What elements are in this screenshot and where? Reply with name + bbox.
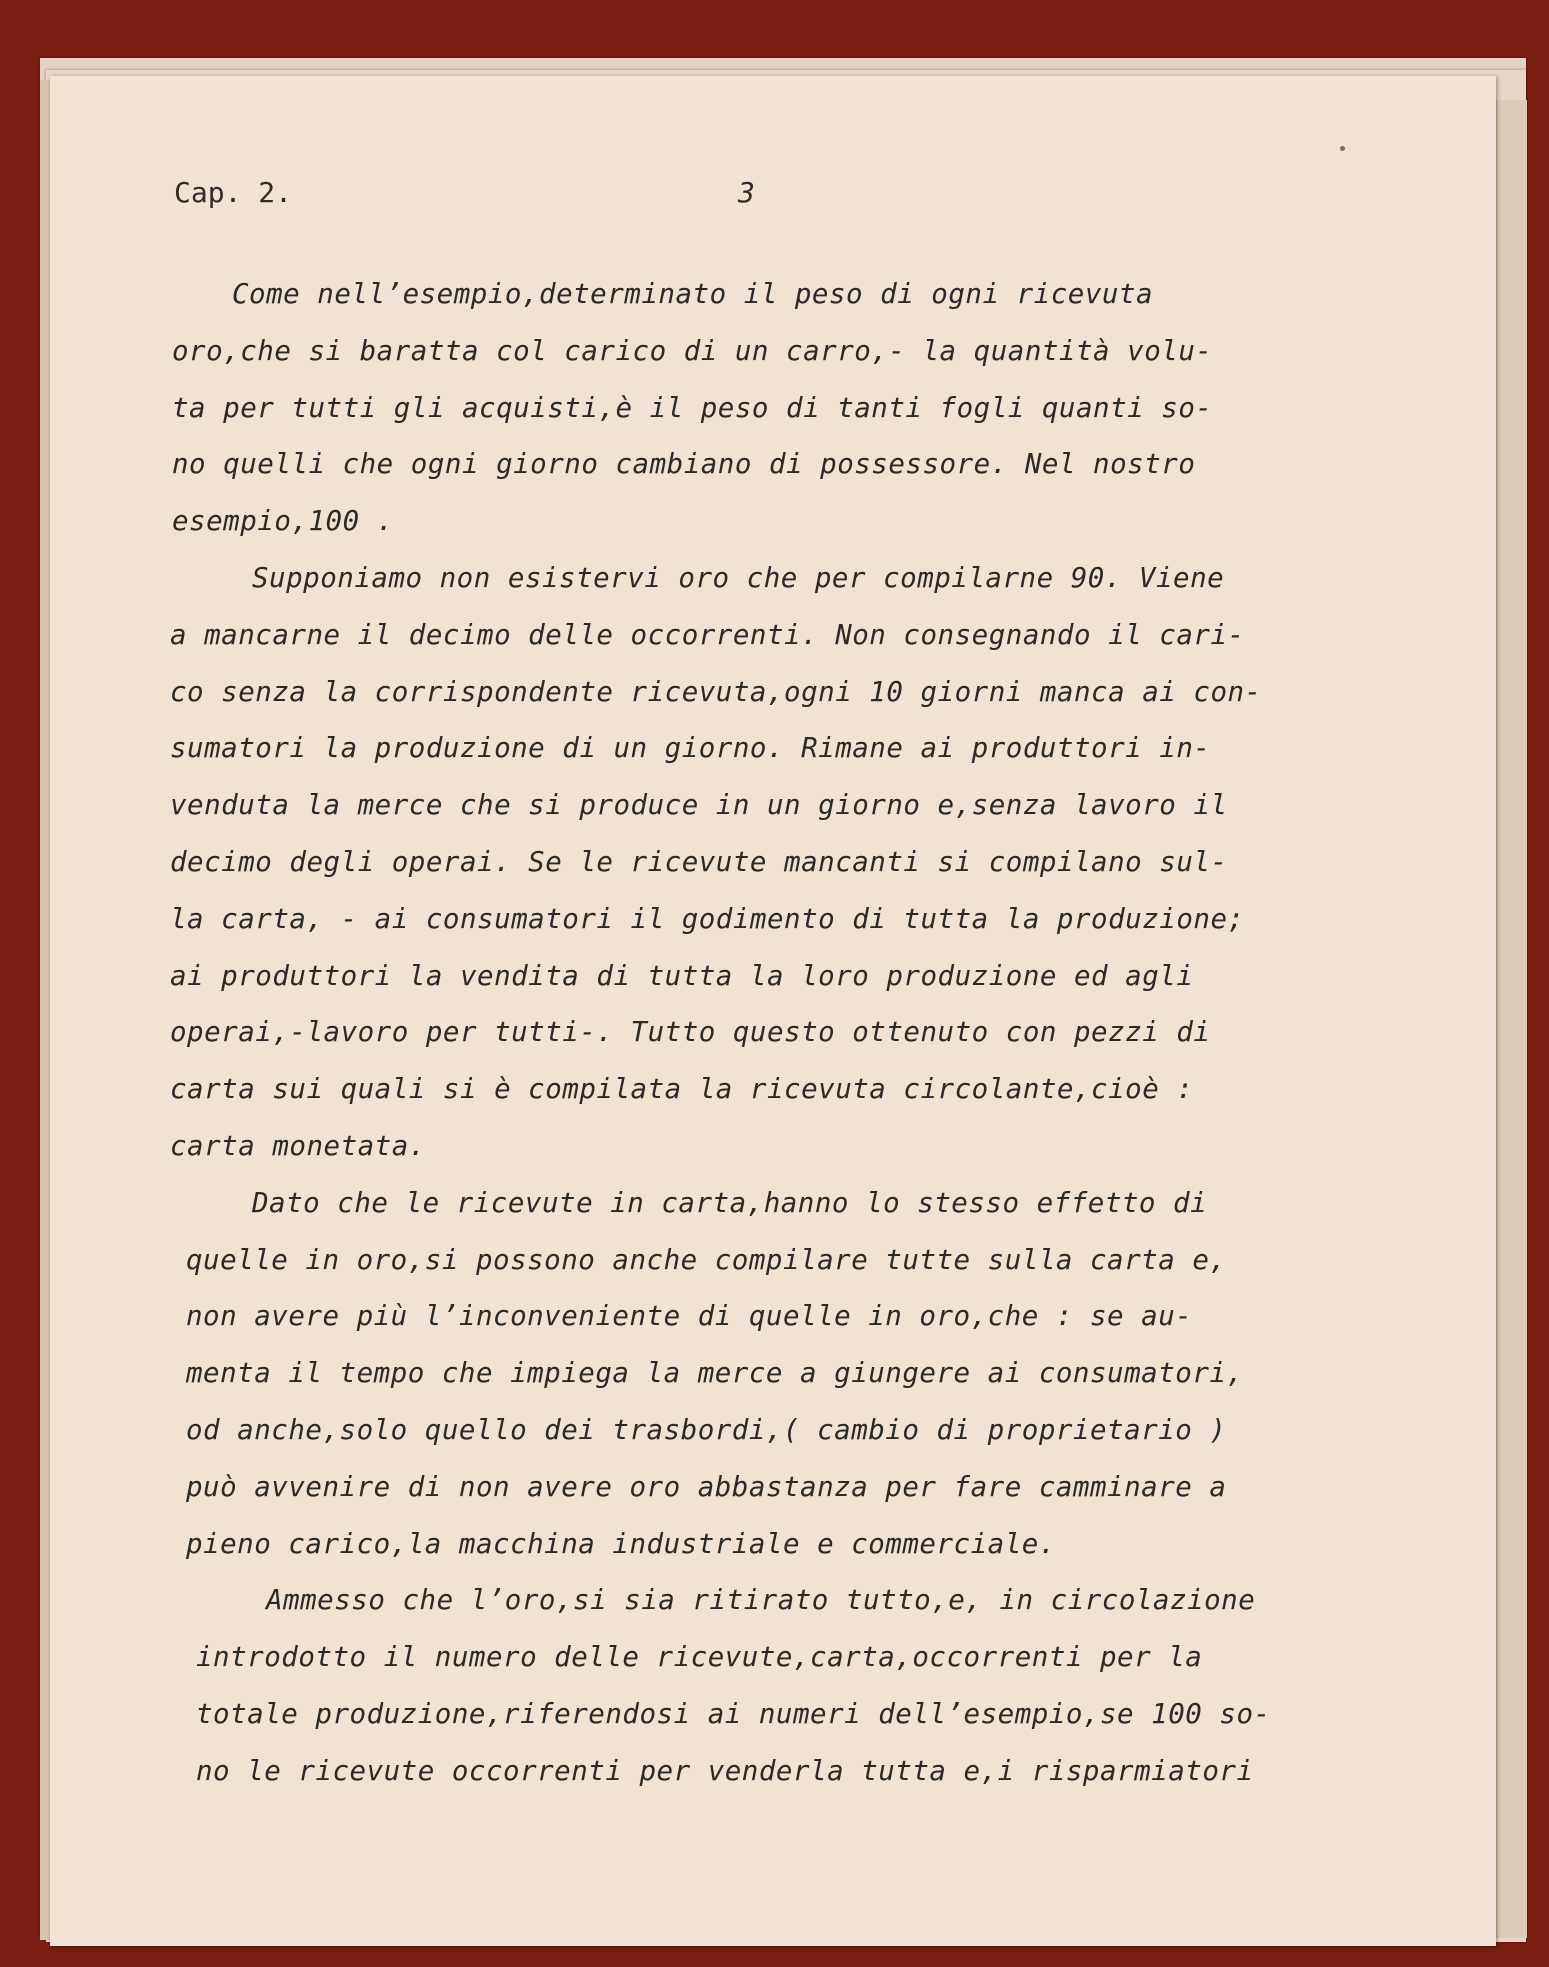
text-line: carta sui quali si è compilata la ricevuta circolante,cioè :: [170, 1073, 1194, 1106]
body-text: [160, 266, 1380, 1800]
text-line: no le ricevute occorrenti per venderla tutta e,i risparmiatori: [196, 1754, 1254, 1787]
text-line: decimo degli operai. Se le ricevute mancanti si compilano sul-: [170, 845, 1228, 878]
text-line: Dato che le ricevute in carta,hanno lo stesso effetto di: [252, 1186, 1208, 1219]
text-line: introdotto il numero delle ricevute,carta,occorrenti per la: [196, 1641, 1203, 1674]
chapter-heading: Cap. 2.: [174, 176, 293, 209]
text-line: operai,-lavoro per tutti-. Tutto questo ottenuto con pezzi di: [170, 1016, 1211, 1049]
text-line: ai produttori la vendita di tutta la loro produzione ed agli: [170, 959, 1194, 992]
text-line: quelle in oro,si possono anche compilare tutte sulla carta e,: [186, 1243, 1227, 1276]
text-line: co senza la corrispondente ricevuta,ogni 10 giorni manca ai con-: [170, 675, 1262, 708]
text-line: Come nell’esempio,determinato il peso di ogni ricevuta: [232, 278, 1154, 310]
text-line: menta il tempo che impiega la merce a giungere ai consumatori,: [186, 1357, 1244, 1390]
text-line: Supponiamo non esistervi oro che per compilarne 90. Viene: [252, 561, 1225, 594]
text-line: venduta la merce che si produce in un giorno e,senza lavoro il: [170, 789, 1228, 822]
paper-spot: [1340, 146, 1345, 151]
text-line: esempio,100 .: [172, 505, 394, 538]
text-line: sumatori la produzione di un giorno. Rimane ai produttori in-: [170, 732, 1211, 765]
text-line: la carta, - ai consumatori il godimento di tutta la produzione;: [170, 902, 1245, 935]
text-line: totale produzione,riferendosi ai numeri dell’esempio,se 100 so-: [196, 1697, 1271, 1730]
text-line: od anche,solo quello dei trasbordi,( cambio di proprietario ): [186, 1413, 1227, 1446]
page-edge-left: [40, 80, 50, 1940]
text-line: no quelli che ogni giorno cambiano di possessore. Nel nostro: [172, 448, 1196, 481]
text-line: carta monetata.: [170, 1129, 426, 1162]
text-line: può avvenire di non avere oro abbastanza per fare camminare a: [186, 1470, 1227, 1503]
page-edge-right: [1496, 100, 1527, 1938]
page-number: 3: [738, 176, 755, 209]
text-line: oro,che si baratta col carico di un carro,- la quantità volu-: [172, 334, 1213, 367]
text-line: a mancarne il decimo delle occorrenti. Non consegnando il cari-: [170, 618, 1245, 651]
text-line: Ammesso che l’oro,si sia ritirato tutto,e, in circolazione: [266, 1584, 1256, 1617]
text-line: pieno carico,la macchina industriale e commerciale.: [186, 1527, 1056, 1560]
text-line: ta per tutti gli acquisti,è il peso di tanti fogli quanti so-: [172, 391, 1213, 424]
text-line: non avere più l’inconveniente di quelle in oro,che : se au-: [186, 1300, 1193, 1333]
